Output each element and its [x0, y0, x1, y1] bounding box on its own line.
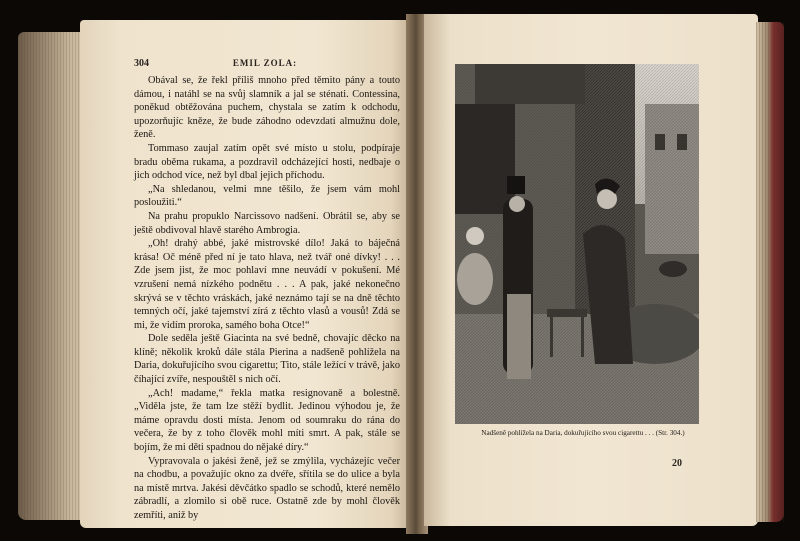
reclining-figure: [659, 261, 687, 277]
left-page-text: [134, 74, 400, 523]
chair: [547, 309, 587, 317]
right-page-edges: [756, 22, 784, 522]
left-page-header: [134, 58, 396, 72]
illustration-caption: Nadšeně pohlížela na Daria, dokuřujícího svou cigarettu . . . (Str. 304.): [481, 429, 685, 437]
doorway: [455, 104, 515, 214]
paragraph: „Ach! madame,“ řekla matka resignovaně a bolestně. „Viděla jste, že tam lze stěží bydlit. Jedinou výhodou je, že máme opravdu dosti místa. Jenom od soumraku do rána do večera, že by z toho člověk mohl míti smrt. A pak, stále se bojím, že mi děti spadnou do nějaké díry.“: [134, 387, 400, 454]
seated-woman: [457, 253, 493, 305]
illustration-drawing: [455, 64, 699, 424]
paragraph: Vypravovala o jakési ženě, jež se zmýlila, vycházejíc večer na chodbu, a považujíc okno za dvéře, sřítila se do ulice a byla na místě mrtva. Jakési děvčátko spadlo se schodů, které nemělo zábradlí, a zlomilo si obě ruce. Ostatně zde by mohl člověk zemříti, aniž by: [134, 455, 400, 521]
paragraph: Na prahu propuklo Narcissovo nadšení. Obrátil se, aby se ještě obdivoval hlavě starého Ambrogia.: [134, 210, 400, 236]
paragraph: Dole seděla ještě Giacinta na své bedně, chovajíc děcko na klíně; několik kroků dále stála Pierina a nadšeně pohlížela na Daria, dokuřujícího svou cigarettu; Tito, stále ležící v trávě, jako číhající zvíře, nespouštěl s nich očí.: [134, 333, 400, 386]
engraving-illustration: [455, 64, 699, 424]
paragraph: „Oh! drahý abbé, jaké mistrovské dílo! Jaká to báječná krása! Oč méně před ní je tato hlava, než tvář oné dívky! . . . Zde jsem jist, že moc pohlaví mne neuvádí v pokušení. Mé vzrušení nemá nízkého podnětu . . . A pak, jaké nekonečno skrývá se v těchto vráskách, jaké neznámo tají se na dně těchto temných očí, jaké tajemství zírá z těchto vlasů a vousů! Zdá se mi, že vidím proroka, samého boha Otce!“: [134, 238, 400, 331]
right-page-number: 20: [672, 458, 682, 469]
paragraph: Obával se, že řekl příliš mnoho před těmito pány a touto dámou, i natáhl se na svůj slamník a jal se sténati. Contessina, poněkud obtěžována puchem, chystala se zatím k odchodu, upozorňujíc kněze, že bude záhodno odevzdati almužnu dole, ženě.: [134, 75, 400, 141]
paragraph: „Na shledanou, velmi mne těšilo, že jsem vám mohl posloužiti.“: [134, 183, 400, 209]
running-head: EMIL ZOLA:: [232, 58, 298, 68]
left-page-number: 304: [134, 58, 149, 69]
paragraph: Tommaso zaujal zatím opět své místo u stolu, podpíraje bradu oběma rukama, a pozdravil odcházející hosti, nedbaje o jich odchod více, než byl dbal jejich příchodu.: [134, 142, 400, 182]
